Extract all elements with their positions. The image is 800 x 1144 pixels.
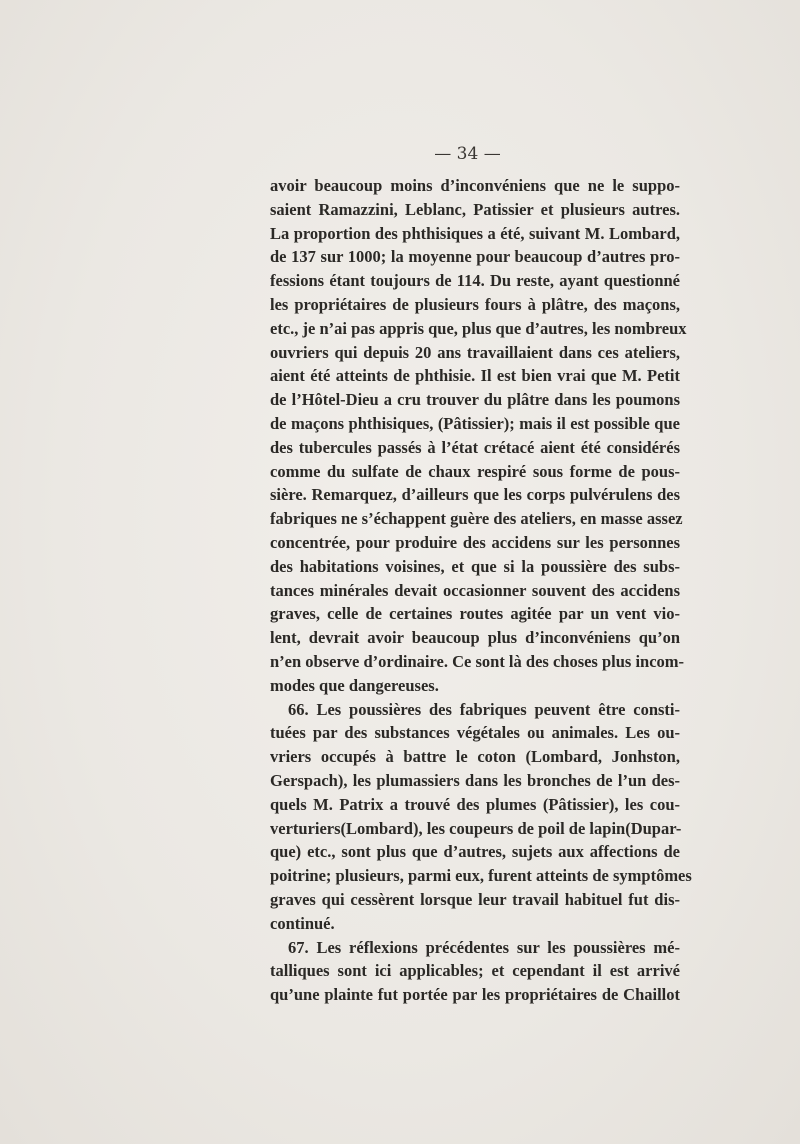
text-line: quels M. Patrix a trouvé des plumes (Pâtissier), les cou- (270, 794, 680, 814)
text-line: qu’une plainte fut portée par les propriétaires de Chaillot (270, 985, 680, 1005)
text-line: talliques sont ici applicables; et cependant il est arrivé (270, 961, 680, 981)
text-line: n’en observe d’ordinaire. Ce sont là des choses plus incom- (270, 651, 685, 671)
text-line: tuées par des substances végétales ou animales. Les ou- (270, 723, 680, 743)
text-line: modes que dangereuses. (270, 675, 439, 695)
text-line: sière. Remarquez, d’ailleurs que les corps pulvérulens des (270, 485, 680, 505)
text-line: des habitations voisines, et que si la poussière des subs- (270, 556, 680, 576)
text-line: tances minérales devait occasionner souvent des accidens (270, 580, 680, 600)
text-line: graves, celle de certaines routes agitée par un vent vio- (270, 604, 680, 624)
text-line: les propriétaires de plusieurs fours à plâtre, des maçons, (270, 294, 680, 314)
text-line: lent, devrait avoir beaucoup plus d’inconvéniens qu’on (270, 628, 680, 648)
text-line: Gerspach), les plumassiers dans les bronches de l’un des- (270, 770, 680, 790)
text-line: vriers occupés à battre le coton (Lombard, Jonhston, (270, 747, 680, 767)
paragraph-start-line: 66. Les poussières des fabriques peuvent être consti- (288, 699, 680, 719)
text-line: poitrine; plusieurs, parmi eux, furent atteints de symptômes (270, 866, 692, 886)
text-line: que) etc., sont plus que d’autres, sujets aux affections de (270, 842, 680, 862)
text-line: etc., je n’ai pas appris que, plus que d’autres, les nombreux (270, 318, 687, 338)
text-line: graves qui cessèrent lorsque leur travail habituel fut dis- (270, 889, 680, 909)
text-line: de maçons phthisiques, (Pâtissier); mais il est possible que (270, 413, 680, 433)
paragraph-start-line: 67. Les réflexions précédentes sur les poussières mé- (288, 937, 680, 957)
text-line: des tubercules passés à l’état crétacé aient été considérés (270, 437, 680, 457)
text-line: comme du sulfate de chaux respiré sous forme de pous- (270, 461, 680, 481)
text-line: verturiers(Lombard), les coupeurs de poil de lapin(Dupar- (270, 818, 682, 838)
text-line: de 137 sur 1000; la moyenne pour beaucoup d’autres pro- (270, 247, 680, 267)
text-line: avoir beaucoup moins d’inconvéniens que ne le suppo- (270, 176, 680, 195)
text-line: saient Ramazzini, Leblanc, Patissier et plusieurs autres. (270, 199, 680, 219)
text-line: fessions étant toujours de 114. Du reste, ayant questionné (270, 271, 680, 291)
text-line: ouvriers qui depuis 20 ans travaillaient dans ces ateliers, (270, 342, 680, 362)
text-line: continué. (270, 913, 335, 933)
body-text (270, 174, 692, 1007)
text-line: de l’Hôtel-Dieu a cru trouver du plâtre dans les poumons (270, 390, 680, 410)
text-line: La proportion des phthisiques a été, suivant M. Lombard, (270, 223, 680, 243)
text-line: aient été atteints de phthisie. Il est bien vrai que M. Petit (270, 366, 680, 386)
page-number: — 34 — (434, 144, 501, 164)
text-line: concentrée, pour produire des accidens sur les personnes (270, 532, 680, 552)
text-line: fabriques ne s’échappent guère des ateliers, en masse assez (270, 509, 683, 529)
